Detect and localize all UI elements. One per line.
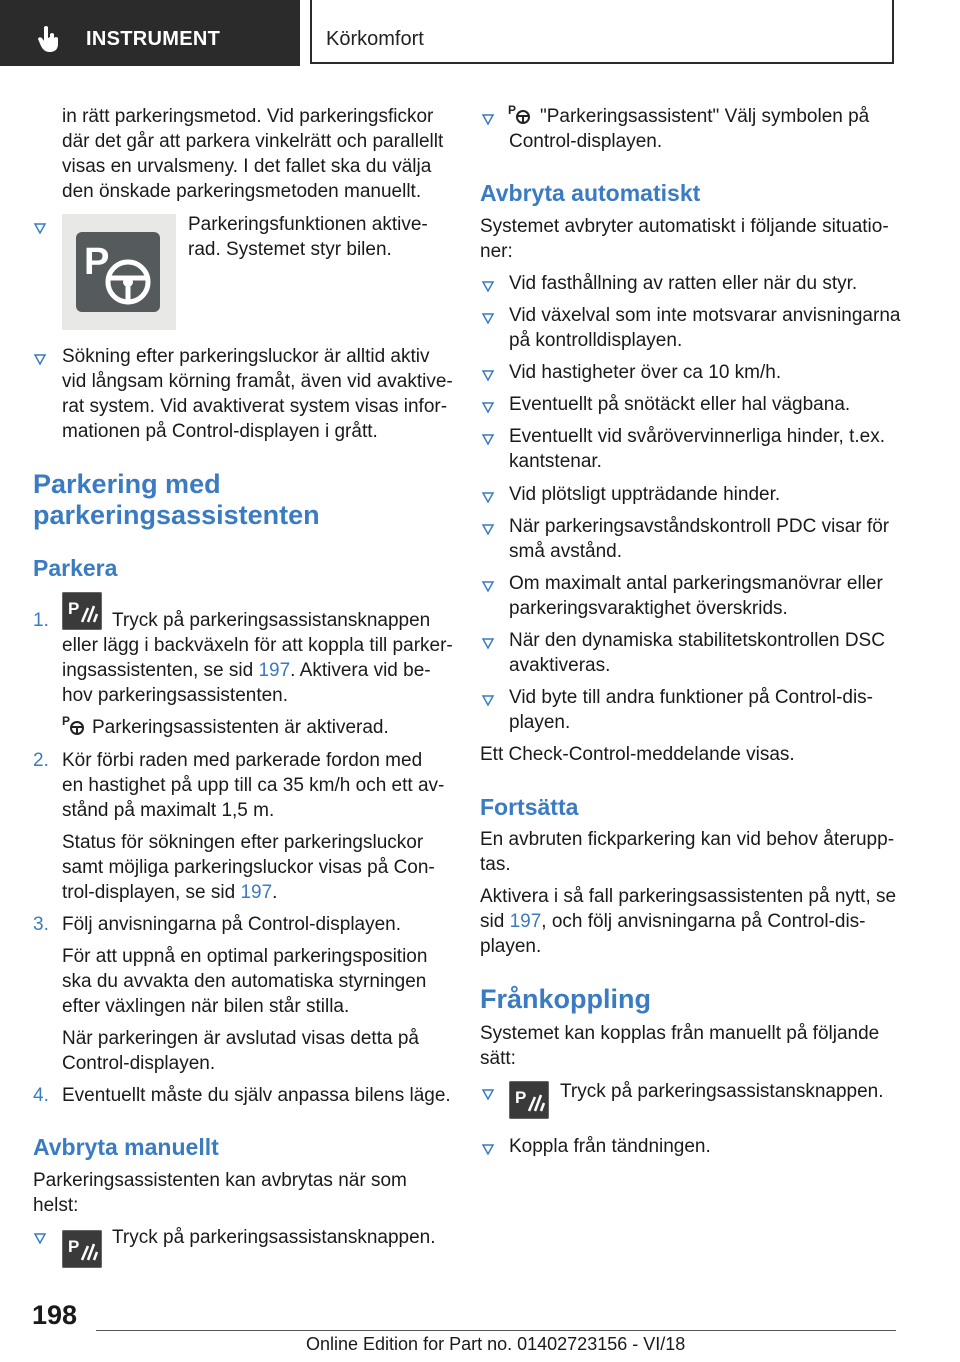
list-item — [509, 482, 780, 507]
text-span: sid — [480, 911, 510, 932]
text-line: Sökning efter parkeringsluckor är alltid aktiv — [62, 346, 430, 367]
text-line: kantstenar. — [509, 451, 602, 472]
bullet-symbol-line-b: Control-displayen. — [509, 131, 663, 152]
text-line: rad. Systemet styr bilen. — [188, 239, 392, 260]
step2-status-text — [62, 830, 435, 905]
text-line: Kör förbi raden med parkerade fordon med — [62, 750, 423, 771]
bullet-triangle-icon — [481, 490, 495, 504]
text-line: Vid fasthållning av ratten eller när du styr. — [509, 273, 858, 294]
svg-text:P: P — [68, 599, 80, 618]
bullet-triangle-icon — [481, 636, 495, 650]
text-line: När den dynamiska stabilitetskontrollen DSC — [509, 630, 885, 651]
text-line: visas en urvalsmeny. I det fallet ska du välja — [62, 156, 432, 177]
bullet-triangle-icon — [481, 1087, 495, 1101]
list-item — [509, 271, 857, 296]
parking-assist-button-icon — [62, 1230, 102, 1268]
text-line: mationen på Control-displayen i grått. — [62, 421, 378, 442]
text-line: Om maximalt antal parkeringsmanövrar eller — [509, 573, 883, 594]
bullet-triangle-icon — [481, 368, 495, 382]
bullet-triangle-icon — [481, 693, 495, 707]
heading-line: parkeringsassistenten — [33, 500, 320, 530]
text-line: en hastighet på upp till ca 35 km/h och ett av- — [62, 775, 445, 796]
paragraph-fortsatta-1 — [480, 827, 894, 877]
text-line: En avbruten fickparkering kan vid behov återupp- — [480, 829, 895, 850]
heading-parkera: Parkera — [33, 555, 118, 581]
list-item — [509, 392, 850, 417]
text-line: helst: — [33, 1195, 79, 1216]
paragraph-avbryta-manuellt — [33, 1168, 407, 1218]
text-line: playen. — [480, 936, 542, 957]
heading-parkering-med — [33, 469, 320, 531]
step3-optimal-text — [62, 944, 427, 1019]
text-line: stånd på maximalt 1,5 m. — [62, 800, 275, 821]
step1-line-e: Parkeringsassistenten är aktiverad. — [92, 717, 389, 738]
step2-text — [62, 748, 444, 823]
text-span: . Aktivera vid be- — [290, 660, 431, 681]
step3-text: Följ anvisningarna på Control-displayen. — [62, 914, 402, 935]
hand-icon — [38, 25, 60, 53]
parking-steering-small-icon — [508, 102, 532, 126]
page-number: 198 — [32, 1300, 78, 1330]
bullet-active-text — [188, 212, 428, 262]
step3-done-text — [62, 1026, 419, 1076]
edition-text: Online Edition for Part no. 01402723156 - VI/18 — [306, 1334, 686, 1354]
text-line: Control-displayen. — [62, 1053, 216, 1074]
text-line: Vid plötsligt uppträdande hinder. — [509, 484, 781, 505]
step-number: 1. — [33, 610, 49, 631]
bullet-koppla-text: Koppla från tändningen. — [509, 1136, 711, 1157]
bullet-triangle-icon — [33, 1231, 47, 1245]
step1-line-d: hov parkeringsassistenten. — [62, 685, 289, 706]
text-line: Aktivera i så fall parkeringsassistenten på nytt, se — [480, 886, 897, 907]
bullet-tryck-text: Tryck på parkeringsassistansknappen. — [112, 1227, 436, 1248]
text-line: ner: — [480, 241, 513, 262]
text-line: Status för sökningen efter parkeringsluckor — [62, 832, 424, 853]
text-line: in rätt parkeringsmetod. Vid parkeringsfickor — [62, 106, 434, 127]
text-line: Parkeringsassistenten kan avbrytas när som — [33, 1170, 407, 1191]
section-title: Körkomfort — [326, 28, 424, 50]
text-line: den önskade parkeringsmetoden manuellt. — [62, 181, 422, 202]
heading-avbryta-automatiskt: Avbryta automatiskt — [480, 180, 701, 206]
section-header — [310, 0, 894, 64]
text-line: små avstånd. — [509, 541, 622, 562]
parking-assist-button-icon — [62, 592, 102, 630]
footer-divider — [96, 1330, 896, 1331]
text-line: playen. — [509, 712, 571, 733]
parking-steering-small-icon — [62, 713, 86, 737]
paragraph-intro — [62, 104, 443, 204]
bullet-triangle-icon — [481, 112, 495, 126]
list-item — [509, 424, 885, 474]
bullet-triangle-icon — [481, 522, 495, 536]
text-line: där det går att parkera vinkelrätt och parallellt — [62, 131, 444, 152]
text-line: Vid byte till andra funktioner på Control-dis- — [509, 687, 874, 708]
text-line: vid långsam körning framåt, även vid avaktive- — [62, 371, 453, 392]
text-line: Eventuellt på snötäckt eller hal vägbana. — [509, 394, 851, 415]
text-line: Systemet avbryter automatiskt i följande situatio- — [480, 216, 889, 237]
bullet-triangle-icon — [481, 400, 495, 414]
bullet-triangle-icon — [481, 579, 495, 593]
text-line: parkeringsvaraktighet överskrids. — [509, 598, 788, 619]
svg-text:P: P — [84, 241, 110, 283]
paragraph-frankoppling — [480, 1021, 879, 1071]
paragraph-fortsatta-2 — [480, 884, 896, 959]
text-line: Parkeringsfunktionen aktive- — [188, 214, 428, 235]
list-item — [509, 628, 885, 678]
step1-line-b: eller lägg i backväxeln för att koppla till parker- — [62, 635, 453, 656]
chapter-title: INSTRUMENT — [86, 28, 221, 50]
bullet-tryck-right-text: Tryck på parkeringsassistansknappen. — [560, 1081, 884, 1102]
text-line: Vid hastigheter över ca 10 km/h. — [509, 362, 782, 383]
step-number: 3. — [33, 914, 49, 935]
bullet-triangle-icon — [33, 352, 47, 366]
list-item — [509, 514, 889, 564]
step1-line-a: Tryck på parkeringsassistansknappen — [112, 610, 431, 631]
bullet-search-text — [62, 344, 453, 444]
step-number: 2. — [33, 750, 49, 771]
text-line — [62, 880, 435, 905]
step1-line-c — [62, 658, 431, 683]
text-line: ska du avvakta den automatiska styrningen — [62, 971, 427, 992]
heading-fortsatta: Fortsätta — [480, 794, 579, 820]
svg-text:P: P — [68, 1237, 80, 1256]
bullet-triangle-icon — [481, 1142, 495, 1156]
list-item — [509, 685, 873, 735]
parking-steering-icon — [76, 232, 160, 312]
step-number: 4. — [33, 1085, 49, 1106]
text-line: När parkeringen är avslutad visas detta på — [62, 1028, 419, 1049]
heading-frankoppling: Frånkoppling — [480, 984, 651, 1014]
text-line: tas. — [480, 854, 511, 875]
paragraph-auto — [480, 214, 889, 264]
text-line: rat system. Vid avaktiverat system visas infor- — [62, 396, 448, 417]
text-line: Vid växelval som inte motsvarar anvisningarna — [509, 305, 901, 326]
page-reference-link[interactable]: 197 — [509, 911, 542, 932]
heading-avbryta-manuellt: Avbryta manuellt — [33, 1134, 219, 1160]
text-line: efter växlingen när bilen står stilla. — [62, 996, 350, 1017]
text-span: , och följ anvisningarna på Control-dis- — [541, 911, 866, 932]
svg-text:P: P — [508, 103, 517, 117]
check-control-text: Ett Check-Control-meddelande visas. — [480, 744, 795, 765]
bullet-triangle-icon — [481, 279, 495, 293]
text-span: trol-displayen, se sid — [62, 882, 241, 903]
text-line: För att uppnå en optimal parkeringsposition — [62, 946, 428, 967]
text-line: Systemet kan kopplas från manuellt på följande — [480, 1023, 880, 1044]
page-reference-link[interactable]: 197 — [240, 882, 273, 903]
list-item — [509, 571, 883, 621]
bullet-triangle-icon — [33, 221, 47, 235]
text-span: . — [272, 882, 278, 903]
heading-line: Parkering med — [33, 469, 221, 499]
text-line: avaktiveras. — [509, 655, 611, 676]
bullet-triangle-icon — [481, 432, 495, 446]
bullet-triangle-icon — [481, 311, 495, 325]
text-line: Eventuellt vid svårövervinnerliga hinder, t.ex. — [509, 426, 885, 447]
svg-text:P: P — [62, 714, 71, 728]
step4-text: Eventuellt måste du själv anpassa bilens läge. — [62, 1085, 451, 1106]
list-item — [509, 303, 900, 353]
page-reference-link[interactable]: 197 — [258, 660, 291, 681]
text-line: När parkeringsavståndskontroll PDC visar för — [509, 516, 890, 537]
bullet-symbol-line-a: "Parkeringsassistent" Välj symbolen på — [540, 106, 870, 127]
text-line — [480, 909, 896, 934]
text-line: på kontrolldisplayen. — [509, 330, 683, 351]
text-span: ingsassistenten, se sid — [62, 660, 259, 681]
text-line: samt möjliga parkeringsluckor visas på Con- — [62, 857, 435, 878]
parking-steering-image — [62, 214, 176, 330]
chapter-tab — [0, 0, 300, 66]
list-item — [509, 360, 781, 385]
parking-assist-button-icon — [509, 1081, 549, 1119]
text-line: sätt: — [480, 1048, 516, 1069]
svg-text:P: P — [515, 1088, 527, 1107]
